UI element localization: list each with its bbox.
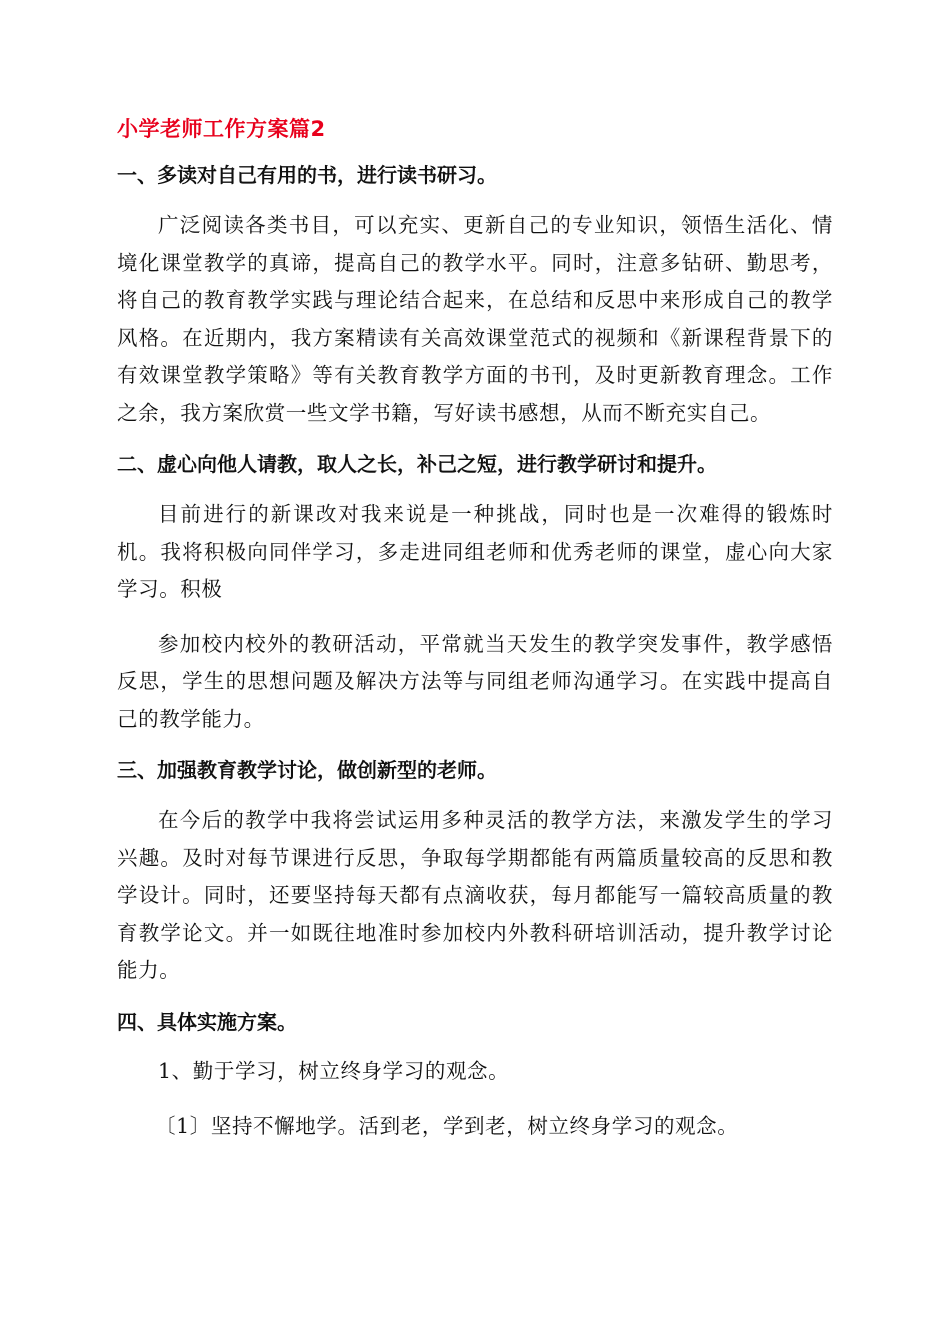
section-4-sub-item: 〔1〕坚持不懈地学。活到老，学到老，树立终身学习的观念。	[155, 1113, 739, 1138]
section-1-heading: 一、多读对自己有用的书，进行读书研习。	[117, 163, 497, 187]
section-2-heading: 二、虚心向他人请教，取人之长，补己之短，进行教学研讨和提升。	[117, 452, 717, 476]
section-4-heading: 四、具体实施方案。	[117, 1009, 297, 1034]
section-4-list-item: 1、勤于学习，树立终身学习的观念。	[158, 1058, 510, 1083]
section-3-paragraph: 在今后的教学中我将尝试运用多种灵活的教学方法，来激发学生的学习兴趣。及时对每节课进行反思，争取每学期都能有两篇质量较高的反思和教学设计。同时，还要坚持每天都有点滴收获，每月都能写一篇较高质量的教育教学论文。并一如既往地准时参加校内外教科研培训活动，提升教学讨论能力。	[117, 808, 833, 982]
section-3-heading: 三、加强教育教学讨论，做创新型的老师。	[117, 758, 497, 782]
section-1-paragraph: 广泛阅读各类书目，可以充实、更新自己的专业知识，领悟生活化、情境化课堂教学的真谛，提高自己的教学水平。同时，注意多钻研、勤思考，将自己的教育教学实践与理论结合起来，在总结和反思中来形成自己的教学风格。在近期内，我方案精读有关高效课堂范式的视频和《新课程背景下的有效课堂教学策略》等有关教育教学方面的书刊，及时更新教育理念。工作之余，我方案欣赏一些文学书籍，写好读书感想，从而不断充实自己。	[117, 213, 833, 425]
section-2-paragraph-2: 参加校内校外的教研活动，平常就当天发生的教学突发事件，教学感悟反思，学生的思想问题及解决方法等与同组老师沟通学习。在实践中提高自己的教学能力。	[117, 631, 833, 731]
document-body	[117, 114, 833, 1143]
document-title: 小学老师工作方案篇2	[117, 117, 326, 141]
section-2-paragraph-1: 目前进行的新课改对我来说是一种挑战，同时也是一次难得的锻炼时机。我将积极向同伴学习，多走进同组老师和优秀老师的课堂，虚心向大家学习。积极	[117, 502, 833, 601]
